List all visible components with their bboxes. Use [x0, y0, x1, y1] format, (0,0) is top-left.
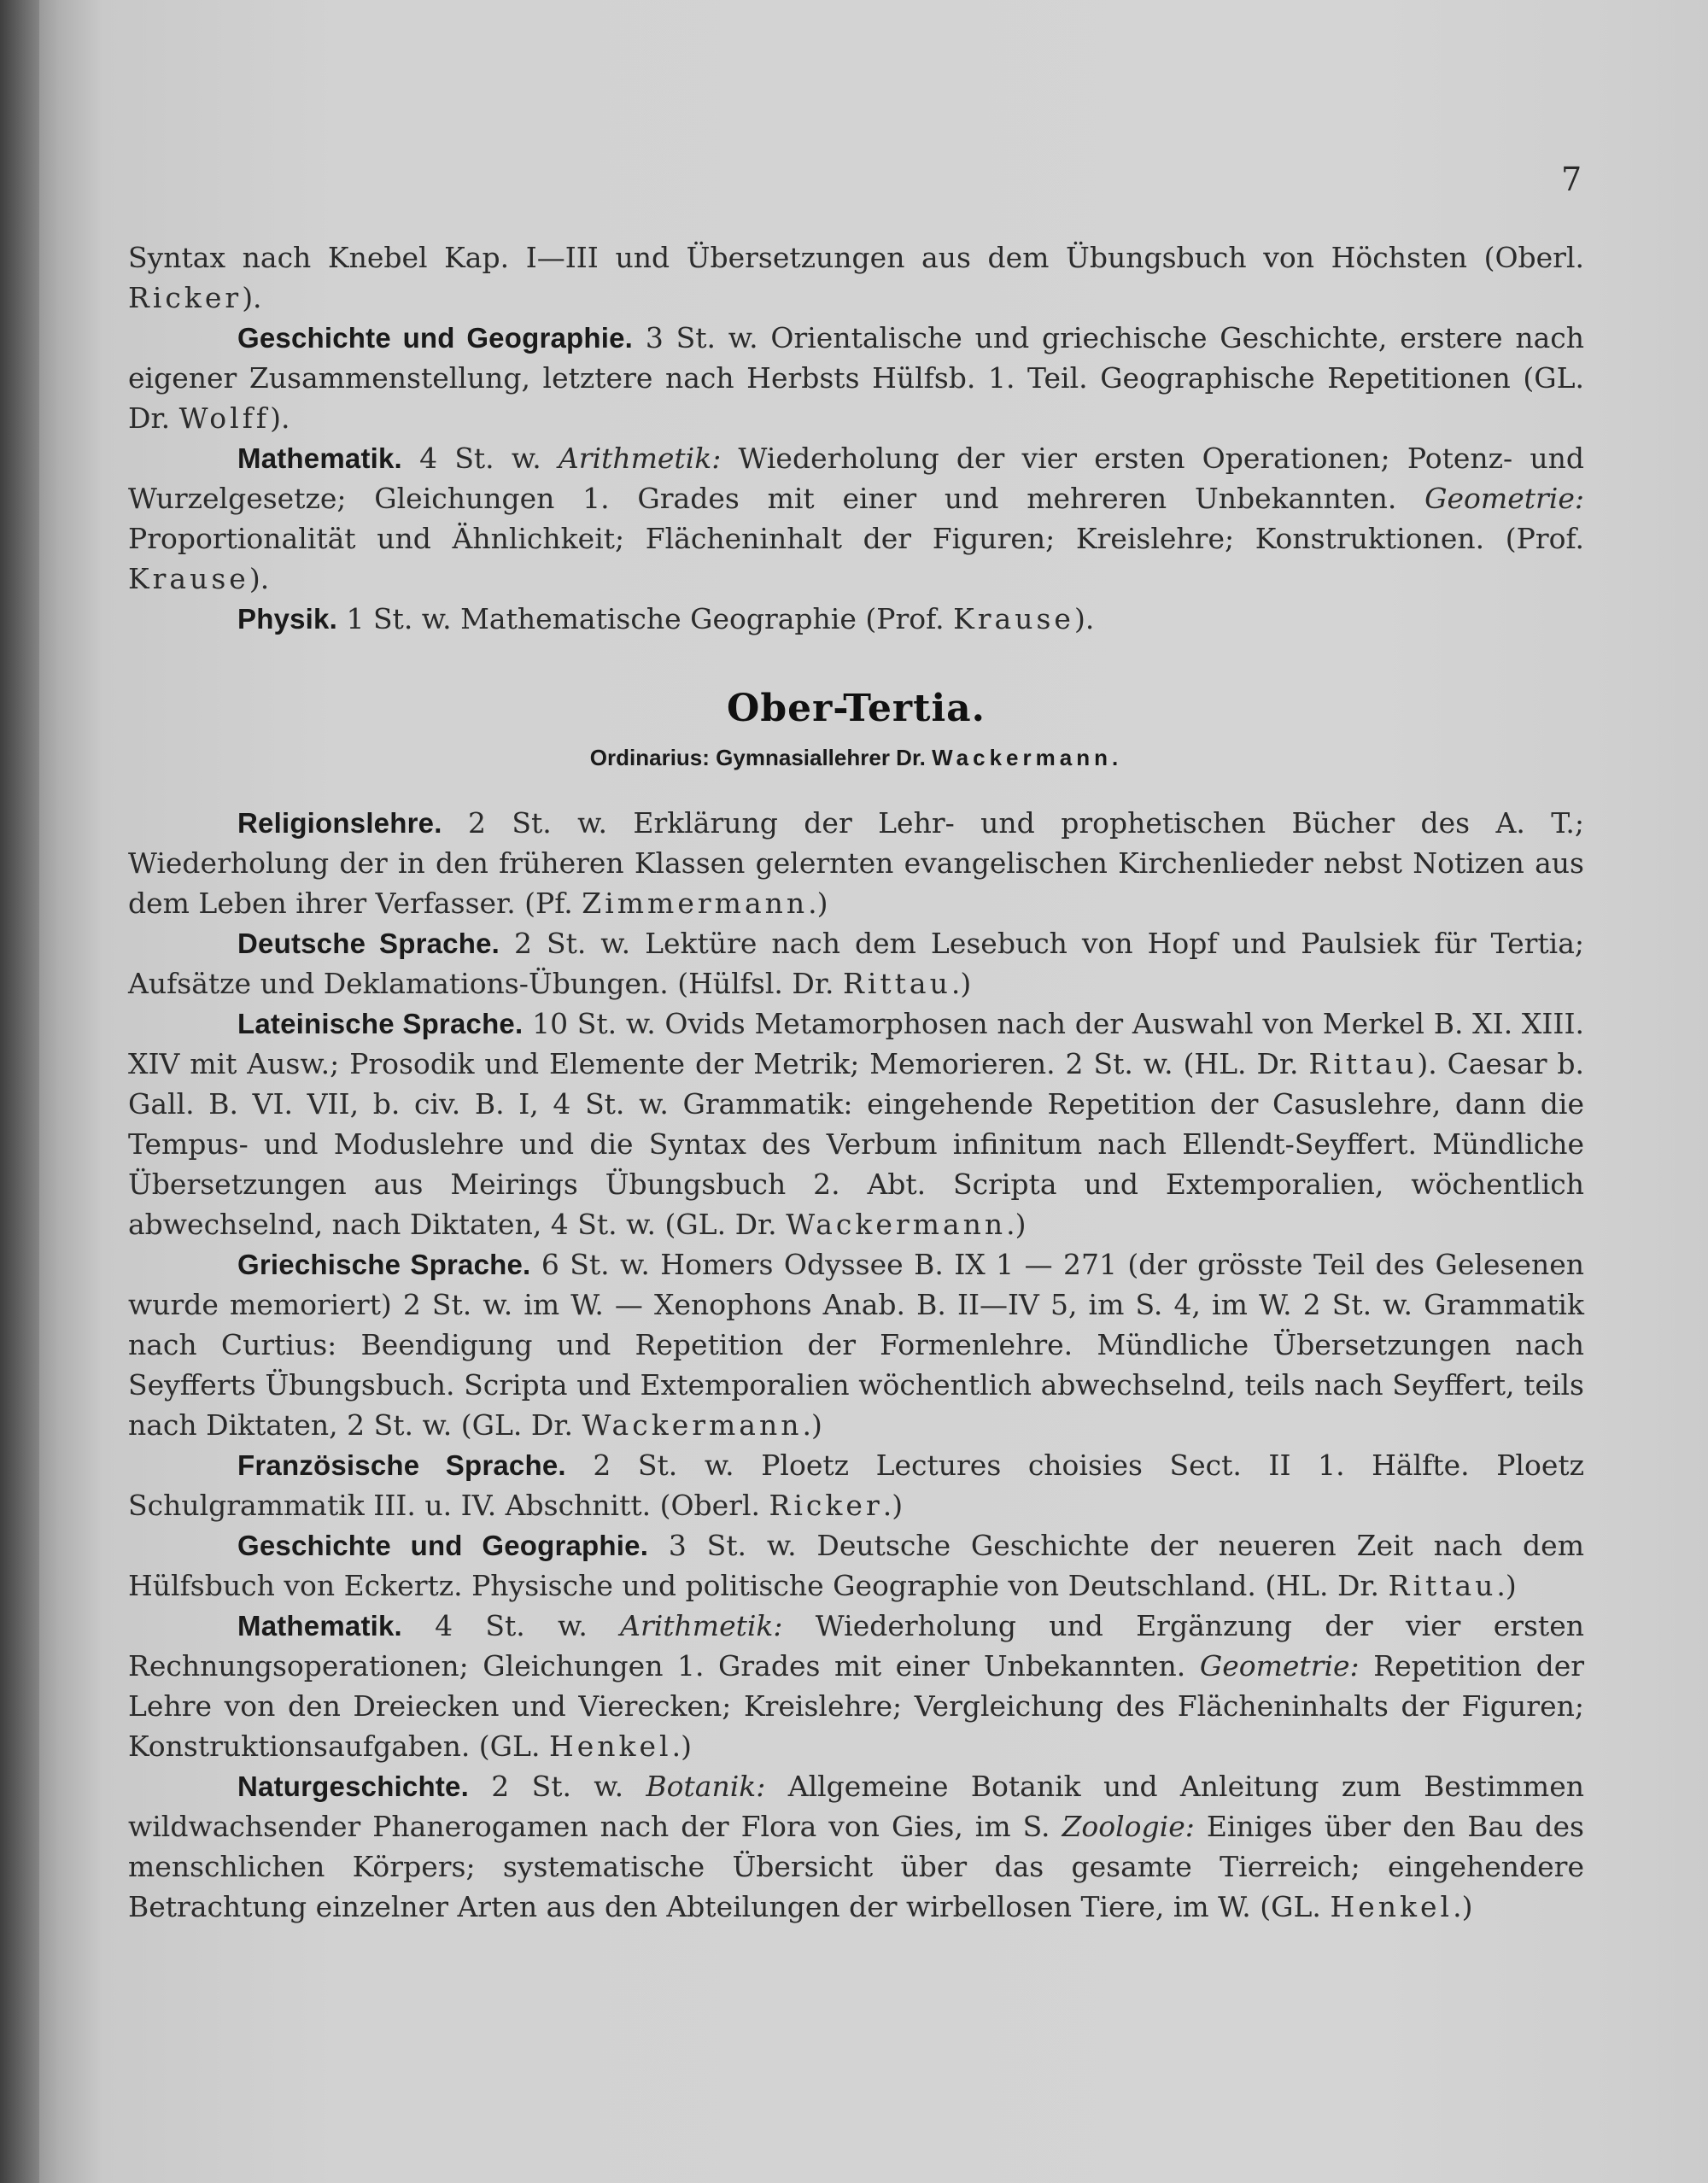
entry-text: Wiederholung der vier ersten Operationen; Potenz- und Wurzelgesetze; Gleichungen 1. Grades mit einer und mehreren Unbekannten. [128, 442, 1584, 515]
entry-hours: 2 St. w. [491, 1770, 624, 1803]
teacher-name: Krause [953, 602, 1074, 635]
ordinarius-label: Ordinarius: [589, 745, 710, 770]
teacher-name: Wackermann [786, 1208, 1007, 1241]
entry-naturgeschichte [128, 1766, 1584, 1927]
entry-deutsch [128, 923, 1584, 1004]
entry-hours: 4 St. w. [435, 1609, 588, 1642]
closing-paren: .) [808, 887, 828, 920]
topic-label: Botanik: [646, 1770, 766, 1803]
subject-heading: Physik. [237, 603, 337, 635]
entry-text: 1 St. w. Mathematische Geographie (Prof. [346, 602, 945, 635]
teacher-name: Wolff [178, 401, 271, 435]
closing-paren: .) [671, 1729, 692, 1763]
closing-paren: ). [249, 562, 270, 595]
book-gutter-shadow [0, 0, 39, 2183]
teacher-name: Wackermann [582, 1408, 803, 1442]
teacher-name: Rittau [1308, 1047, 1418, 1080]
teacher-name: Henkel [548, 1729, 672, 1763]
entry-text: 2 St. w. Lektüre nach dem Lesebuch von Hopf und Paulsiek für Tertia; Aufsätze und Deklamations-Übungen. (Hülfsl. Dr. [128, 927, 1584, 1000]
entry-text: ). Caesar b. Gall. B. VI. VII, b. civ. B. I, 4 St. w. Grammatik: eingehende Repetition der Casuslehre, dann die Tempus- und Moduslehre und die Syntax des Verbum infinitum nach Ellendt-Seyffert. Mündliche Übersetzungen aus Meirings Übungsbuch 2. Abt. Scripta und Extemporalien, wöchentlich abwechselnd, nach Diktaten, 4 St. w. (GL. Dr. [128, 1047, 1585, 1241]
latein-cont-text: Syntax nach Knebel Kap. I—III und Übersetzungen aus dem Übungsbuch von Höchsten (Oberl. [128, 241, 1584, 274]
page-body [128, 237, 1584, 1927]
entry-text: Repetition der Lehre von den Dreiecken und Vierecken; Kreislehre; Vergleichung des Flächeninhalts der Figuren; Konstruktionsaufgaben. (GL. [128, 1649, 1584, 1763]
entry-text: Allgemeine Botanik und Anleitung zum Bestimmen wildwachsender Phanerogamen nach der Flora von Gies, im S. [128, 1770, 1585, 1843]
entry-hours: 4 St. w. [419, 442, 541, 475]
page-number: 7 [1561, 161, 1582, 198]
entry-physik-prev [128, 599, 1584, 639]
teacher-name: Zimmermann [582, 887, 809, 920]
closing-paren: .) [1453, 1890, 1473, 1923]
teacher-name: Ricker [128, 281, 243, 314]
section-title: Ober-Tertia. [727, 687, 986, 730]
topic-label: Geometrie: [1424, 482, 1584, 515]
entry-mathematik [128, 1606, 1584, 1766]
entry-geschichte-prev [128, 318, 1584, 438]
teacher-name: Rittau [1388, 1569, 1497, 1602]
entry-latein [128, 1004, 1584, 1244]
entry-religion [128, 803, 1584, 923]
ordinarius-line [128, 741, 1584, 774]
entry-mathematik-prev [128, 438, 1584, 599]
entry-text: Proportionalität und Ähnlichkeit; Flächeninhalt der Figuren; Kreislehre; Konstruktionen. (Prof. [128, 522, 1584, 555]
teacher-name: Wackermann. [932, 745, 1123, 770]
teacher-name: Ricker [769, 1489, 883, 1522]
teacher-name: Rittau [842, 967, 951, 1000]
closing-paren: .) [882, 1489, 904, 1522]
entry-text: 10 St. w. Ovids Metamorphosen nach der Auswahl von Merkel B. XI. XIII. XIV mit Ausw.; Prosodik und Elemente der Metrik; Memorieren. 2 St. w. (HL. Dr. [128, 1007, 1584, 1080]
subject-heading: Französische Sprache. [237, 1449, 566, 1481]
closing-paren: ). [242, 281, 262, 314]
topic-label: Zoologie: [1062, 1810, 1195, 1843]
topic-label: Geometrie: [1199, 1649, 1360, 1683]
subject-heading: Mathematik. [237, 1610, 402, 1642]
entry-text: Wiederholung und Ergänzung der vier ersten Rechnungsoperationen; Gleichungen 1. Grades mit einer Unbekannten. [128, 1609, 1584, 1683]
entry-text: 3 St. w. Orientalische und griechische Geschichte, erstere nach eigener Zusammenstellung, letztere nach Herbsts Hülfsb. 1. Teil. Geographische Repetitionen (GL. Dr. [128, 321, 1584, 435]
entry-geschichte [128, 1525, 1584, 1606]
entry-griechisch [128, 1244, 1584, 1445]
subject-heading: Naturgeschichte. [237, 1770, 469, 1802]
subject-heading: Mathematik. [237, 442, 402, 474]
subject-heading: Religionslehre. [237, 807, 442, 839]
entry-text: 2 St. w. Ploetz Lectures choisies Sect. II 1. Hälfte. Ploetz Schulgrammatik III. u. IV. Abschnitt. (Oberl. [128, 1449, 1584, 1522]
closing-paren: .) [1006, 1208, 1027, 1241]
teacher-name: Henkel [1330, 1890, 1454, 1923]
subject-heading: Deutsche Sprache. [237, 928, 500, 959]
closing-paren: ). [1073, 602, 1095, 635]
entry-text: 6 St. w. Homers Odyssee B. IX 1 — 271 (der grösste Teil des Gelesenen wurde memoriert) 2 St. w. im W. — Xenophons Anab. B. II—IV 5, im S. 4, im W. 2 St. w. Grammatik nach Curtius: Beendigung und Repetition der Formenlehre. Mündliche Übersetzungen nach Seyfferts Übungsbuch. Scripta und Extemporalien wöchentlich abwechselnd, teils nach Seyffert, teils nach Diktaten, 2 St. w. (GL. Dr. [128, 1248, 1584, 1442]
topic-label: Arithmetik: [558, 442, 722, 475]
closing-paren: .) [802, 1408, 822, 1442]
entry-franzoesisch [128, 1445, 1584, 1525]
entry-text: 2 St. w. Erklärung der Lehr- und prophetischen Bücher des A. T.; Wiederholung der in den früheren Klassen gelernten evangelischen Kirchenlieder nebst Notizen aus dem Leben ihrer Verfasser. (Pf. [128, 806, 1585, 920]
ordinarius-name: Gymnasiallehrer Dr. [716, 745, 926, 770]
entry-text: Einiges über den Bau des menschlichen Körpers; systematische Übersicht über das gesamte Tierreich; eingehendere Betrachtung einzelner Arten aus den Abteilungen der wirbellosen Tiere, im W. (GL. [128, 1810, 1584, 1923]
closing-paren: .) [951, 967, 972, 1000]
subject-heading: Lateinische Sprache. [237, 1008, 524, 1039]
teacher-name: Krause [128, 562, 249, 595]
subject-heading: Geschichte und Geographie. [237, 1530, 649, 1561]
closing-paren: ). [270, 401, 290, 435]
entry-text: 3 St. w. Deutsche Geschichte der neueren Zeit nach dem Hülfsbuch von Eckertz. Physische und politische Geographie von Deutschland. (HL. Dr. [128, 1529, 1584, 1602]
subject-heading: Griechische Sprache. [237, 1249, 531, 1280]
latein-continuation [128, 237, 1584, 318]
topic-label: Arithmetik: [620, 1609, 783, 1642]
subject-heading: Geschichte und Geographie. [237, 322, 634, 354]
closing-paren: .) [1496, 1569, 1517, 1602]
